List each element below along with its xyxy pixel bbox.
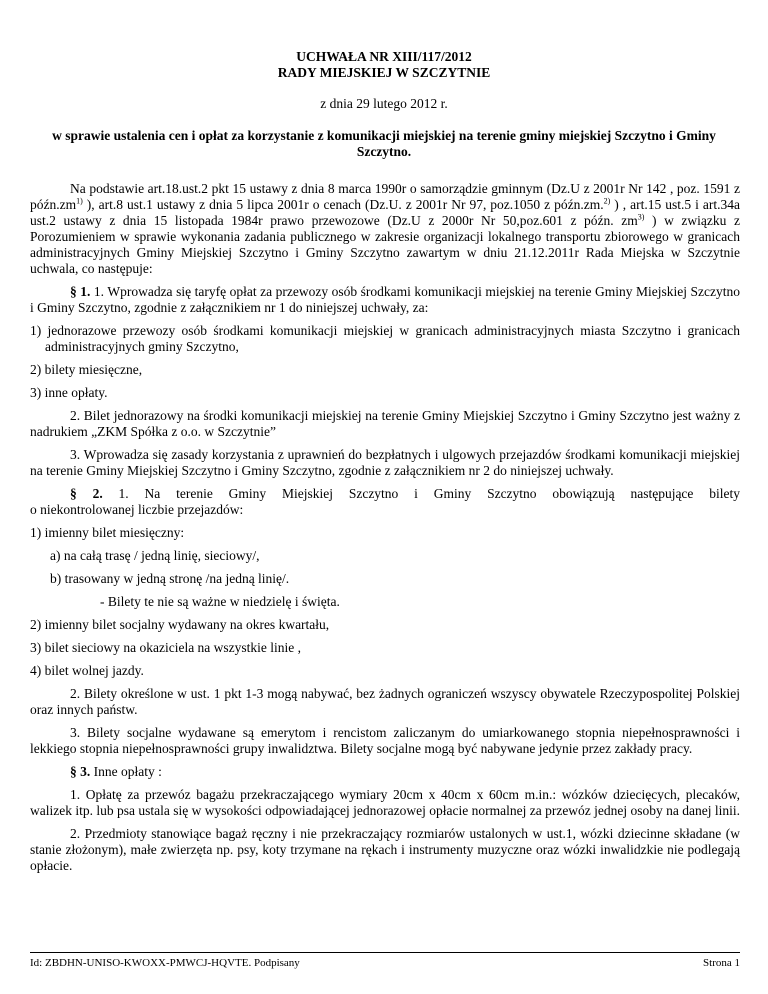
section-2-paragraph-1-cont: o niekontrolowanej liczbie przejazdów: [30, 502, 244, 517]
section-2-paragraph-1: § 2. 1. Na terenie Gminy Miejskiej Szczytno i Gminy Szczytno obowiązują następujące bilety [70, 486, 740, 501]
footer [30, 957, 740, 970]
section-3-heading: § 3. Inne opłaty : [70, 764, 162, 779]
section-1-item-1: 1) jednorazowe przewozy osób środkami komunikacji miejskiej w granicach administracyjnych miasta Szczytno i granicach administracyjnych gminy Szczytno, [30, 323, 740, 354]
preamble: Na podstawie art.18.ust.2 pkt 15 ustawy z dnia 8 marca 1990r o samorządzie gminnym (Dz.U z 2001r Nr 142 , poz. 1591 z $późn.zm^{1)}$ ), art.8 ust.1 ustawy z dnia 5 lipca 2001r o cenach (Dz.U. z 2001r Nr 97, poz.1050 z późn.zm.$^{2)}$ ) , art.15 ust.5 i art.34a ust.2 ustawy z dnia 15 listopada 1984r prawo przewozowe (Dz.U z 2000r Nr 50,poz.601 z późn. $zm^{3)}$ ) w związku z Porozumieniem w sprawie wykonania zadania publicznego w zakresie organizacji lokalnego transportu zbiorowego w granicach administracyjnych Gminy Miejskiej Szczytno i Gminy Szczytno zawartym w dniu 21.12.2011r Rada Miejska w Szczytnie uchwala, co następuje: [30, 181, 740, 276]
section-1-item-2: 2) bilety miesięczne, [30, 362, 143, 377]
section-1-paragraph-2: 2. Bilet jednorazowy na środki komunikacji miejskiej na terenie Gminy Miejskiej Szczytno i Gminy Szczytno jest ważny z nadrukiem „ZKM Spółka z o.o. w Szczytnie” [30, 408, 740, 439]
resolution-date: z dnia 29 lutego 2012 r. [320, 96, 448, 111]
resolution-number: UCHWAŁA NR XIII/117/2012 [296, 49, 472, 64]
section-2-note: - Bilety te nie są ważne w niedzielę i święta. [100, 594, 340, 609]
section-2-item-3: 3) bilet sieciowy na okaziciela na wszystkie linie , [30, 640, 302, 655]
section-1-item-3: 3) inne opłaty. [30, 385, 108, 400]
document-id: Id: ZBDHN-UNISO-KWOXX-PMWCJ-HQVTE. Podpisany [30, 957, 300, 969]
section-3-paragraph-2: 2. Przedmioty stanowiące bagaż ręczny i nie przekraczający rozmiarów ustalonych w ust.1, wózki dziecinne składane (w stanie złożonym), małe zwierzęta np. psy, koty trzymane na rękach i instrumenty muzyczne oraz wózki inwalidzkie nie podlegają opłacie. [30, 826, 740, 873]
section-2-item-1a: a) na całą trasę / jedną linię, sieciowy/, [50, 548, 260, 563]
section-2-item-1b: b) trasowany w jedną stronę /na jedną linię/. [50, 571, 290, 586]
section-3-paragraph-1: 1. Opłatę za przewóz bagażu przekraczającego wymiary 20cm x 40cm x 60cm m.in.: wózków dziecięcych, plecaków, walizek itp. lub psa ustala się w wysokości odpowiadającej jednorazowej opłacie normalnej za przewóz jednej osoby na danej linii. [30, 787, 741, 818]
section-1-paragraph-1: § 1. 1. Wprowadza się taryfę opłat za przewozy osób środkami komunikacji miejskiej na terenie Gminy Miejskiej Szczytno i Gminy Szczytno, zgodnie z załącznikiem nr 1 do niniejszej uchwały, za: [30, 284, 741, 315]
section-1-paragraph-3: 3. Wprowadza się zasady korzystania z uprawnień do bezpłatnych i ulgowych przejazdów środkami komunikacji miejskiej na terenie Gminy Miejskiej Szczytno i Gminy Szczytno, zgodnie z załącznikiem nr 2 do niniejszej uchwały. [30, 447, 740, 478]
issuing-body: RADY MIEJSKIEJ W SZCZYTNIE [277, 65, 491, 80]
footer-divider [30, 952, 740, 953]
page-number: Strona 1 [703, 957, 740, 969]
resolution-subject: w sprawie ustalenia cen i opłat za korzystanie z komunikacji miejskiej na terenie gminy miejskiej Szczytno i Gminy Szczytno. [52, 128, 716, 159]
document-body [30, 181, 740, 874]
section-2-item-1: 1) imienny bilet miesięczny: [30, 525, 185, 540]
section-2-paragraph-2: 2. Bilety określone w ust. 1 pkt 1-3 mogą nabywać, bez żadnych ograniczeń wszyscy obywatele Rzeczypospolitej Polskiej oraz innych państw. [30, 686, 740, 717]
section-2-item-4: 4) bilet wolnej jazdy. [30, 663, 144, 678]
section-2-item-2: 2) imienny bilet socjalny wydawany na okres kwartału, [30, 617, 330, 632]
section-2-paragraph-3: 3. Bilety socjalne wydawane są emerytom i rencistom zaliczanym do umiarkowanego stopnia niepełnosprawności i lekkiego stopnia niepełnosprawności grupy inwalidztwa. Bilety socjalne mogą być nabywane jedynie przez zakłady pracy. [30, 725, 740, 756]
